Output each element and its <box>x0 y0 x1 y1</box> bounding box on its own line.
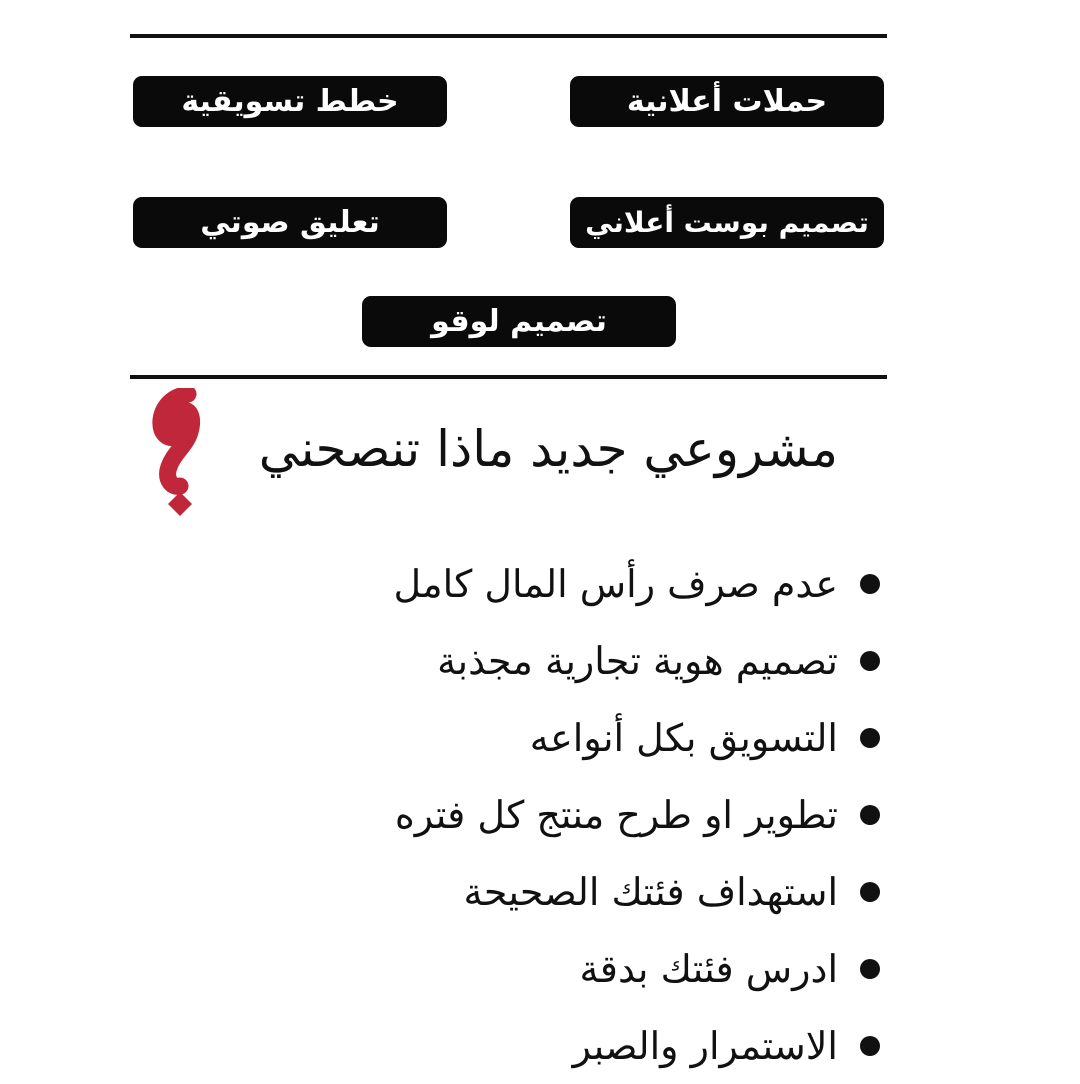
bullet-icon <box>860 882 880 902</box>
top-divider <box>130 34 887 38</box>
bullet-icon <box>860 574 880 594</box>
bullet-icon <box>860 728 880 748</box>
list-item <box>160 699 880 776</box>
voice-over-button[interactable]: تعليق صوتي <box>133 197 447 248</box>
list-item <box>160 776 880 853</box>
ad-campaigns-button[interactable]: حملات أعلانية <box>570 76 884 127</box>
list-item-text: عدم صرف رأس المال كامل <box>393 561 838 606</box>
ad-post-design-button[interactable]: تصميم بوست أعلاني <box>570 197 884 248</box>
list-item-text: تطوير او طرح منتج كل فتره <box>394 792 838 837</box>
bullet-icon <box>860 1036 880 1056</box>
middle-divider <box>130 375 887 379</box>
bullet-icon <box>860 805 880 825</box>
list-item <box>160 622 880 699</box>
list-item <box>160 545 880 622</box>
list-item <box>160 853 880 930</box>
list-item-text: التسويق بكل أنواعه <box>529 715 838 760</box>
marketing-plans-button[interactable]: خطط تسويقية <box>133 76 447 127</box>
bullet-icon <box>860 959 880 979</box>
list-item-text: تصميم هوية تجارية مجذبة <box>437 638 838 683</box>
list-item <box>160 930 880 1007</box>
question-title: مشروعي جديد ماذا تنصحني <box>258 420 838 478</box>
advice-list <box>160 545 880 1084</box>
list-item-text: استهداف فئتك الصحيحة <box>463 869 838 914</box>
list-item-text: ادرس فئتك بدقة <box>579 946 838 991</box>
logo-design-button[interactable]: تصميم لوقو <box>362 296 676 347</box>
list-item <box>160 1007 880 1084</box>
list-item-text: الاستمرار والصبر <box>572 1023 838 1068</box>
bullet-icon <box>860 651 880 671</box>
question-mark-icon <box>150 388 210 520</box>
